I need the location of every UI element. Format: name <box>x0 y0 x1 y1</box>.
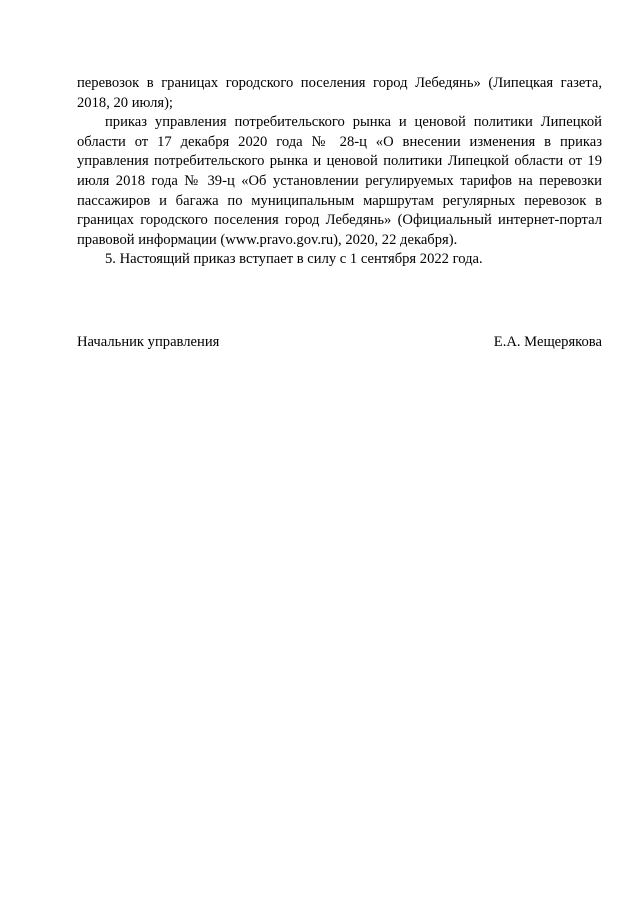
paragraph-effective-date: 5. Настоящий приказ вступает в силу с 1 сентября 2022 года. <box>105 251 483 268</box>
paragraph-order-reference: приказ управления потребительского рынка и ценовой политики Липецкой области от 17 декабря 2020 года № 28-ц «О внесении изменения в приказ управления потребительского рынка и ценовой политики Липецкой области от 19 июля 2018 года № 39-ц «Об установлении регулируемых тарифов на перевозки пассажиров и багажа по муниципальным маршрутам регулярных перевозок в границах городского поселения город Лебедянь» (Официальный интернет-портал правовой информации (www.pravo.gov.ru), 2020, 22 декабря). <box>77 114 602 248</box>
document-body <box>77 74 602 270</box>
signature-block <box>77 333 602 353</box>
signatory-position: Начальник управления <box>77 334 220 350</box>
signatory-name: Е.А. Мещерякова <box>493 334 602 350</box>
paragraph-continuation: перевозок в границах городского поселения город Лебедянь» (Липецкая газета, 2018, 20 июля); <box>77 75 602 111</box>
